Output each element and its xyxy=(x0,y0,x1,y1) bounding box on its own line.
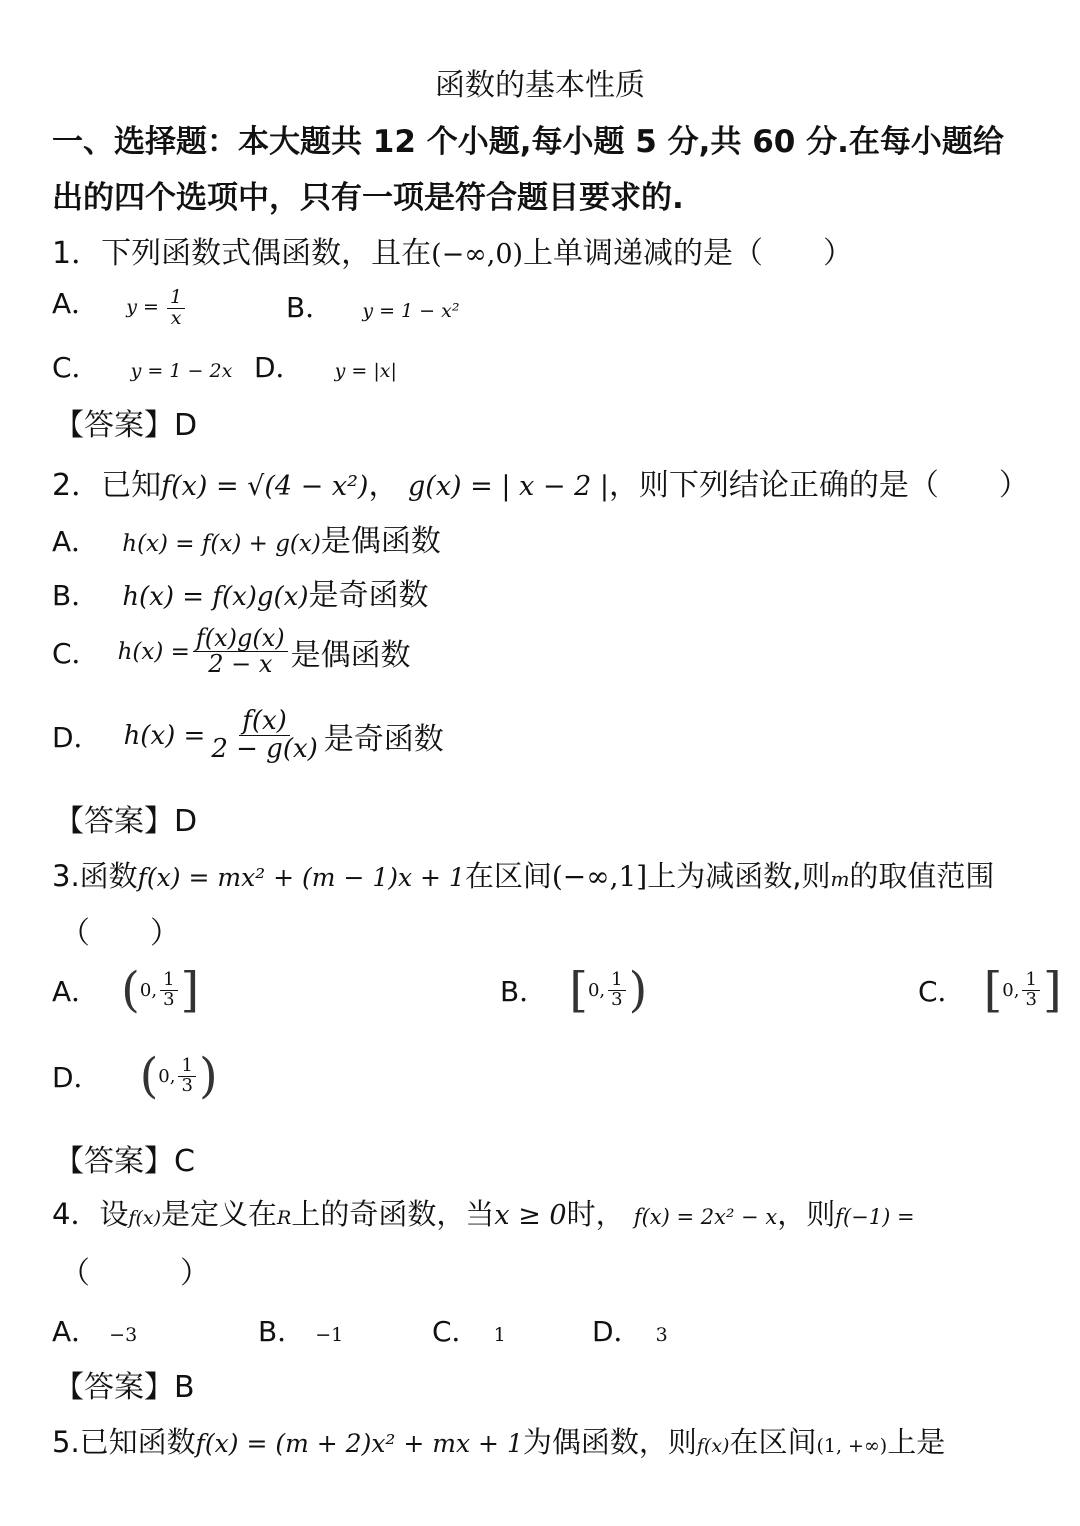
q4-option-c: C． 1 xyxy=(432,1315,506,1348)
q1-option-c: C． y = 1 − 2x xyxy=(52,351,233,384)
q3-answer: 【答案】C xyxy=(54,1144,195,1179)
q2-option-b: B． h(x) = f(x)g(x)是奇函数 xyxy=(52,578,429,613)
q4-answer: 【答案】B xyxy=(54,1370,195,1405)
q1-answer: 【答案】D xyxy=(54,408,198,443)
question-1-stem: 1．下列函数式偶函数，且在(−∞,0)上单调递减的是（ ） xyxy=(52,236,854,271)
page-title: 函数的基本性质 xyxy=(435,68,645,103)
q3-option-d: D． ( 0, $\frac{1}{3}$ ) xyxy=(52,1048,218,1104)
q2-f-definition: f(x) = √(4 − x²) xyxy=(161,471,369,502)
q1-option-d: D． y = |x| xyxy=(254,351,397,384)
question-3-stem: 3.函数f(x) = mx² + (m − 1)x + 1在区间(−∞,1]上为减函数,则m的取值范围 xyxy=(52,859,995,893)
q3-option-a: A． ( 0, $\frac{1}{3}$ ] xyxy=(52,962,200,1018)
q3-blank: （ ） xyxy=(60,916,180,951)
q2-option-d: D． h(x) = $\frac{f(x)}{2 - g(x)}$ 是奇函数 xyxy=(52,706,444,765)
q5-f-definition: f(x) = (m + 2)x² + mx + 1 xyxy=(195,1429,523,1458)
q4-option-b: B． −1 xyxy=(258,1315,344,1348)
q4-option-d: D． 3 xyxy=(592,1315,668,1348)
question-5-stem: 5.已知函数f(x) = (m + 2)x² + mx + 1为偶函数，则f(x)在区间(1, +∞)上是 xyxy=(52,1425,946,1459)
q2-option-c: C． h(x) = $\frac{f(x)g(x)}{2 - x}$ 是偶函数 xyxy=(52,624,411,679)
q1-option-b: B． y = 1 − x² xyxy=(286,291,460,324)
q3-interval: (−∞,1] xyxy=(551,860,648,893)
q4-blank: （ ） xyxy=(60,1256,210,1291)
question-4-stem: 4．设f(x)是定义在R上的奇函数，当x ≥ 0时， f(x) = 2x² − x，则f(−1) = xyxy=(52,1197,915,1231)
q2-g-definition: g(x) = | x − 2 | xyxy=(408,471,609,502)
q1-interval: (−∞,0) xyxy=(431,239,524,270)
q3-option-b: B． [ 0, $\frac{1}{3}$ ) xyxy=(500,962,648,1018)
section-heading-line2: 出的四个选项中，只有一项是符合题目要求的. xyxy=(52,180,684,216)
q3-option-c: C． [ 0, $\frac{1}{3}$ ] xyxy=(918,962,1062,1018)
q3-f-definition: f(x) = mx² + (m − 1)x + 1 xyxy=(137,863,465,892)
section-heading-line1: 一、选择题：本大题共 12 个小题,每小题 5 分,共 60 分.在每小题给 xyxy=(52,124,1004,160)
question-2-stem: 2．已知f(x) = √(4 − x²)， g(x) = | x − 2 |，则下列结论正确的是（ ） xyxy=(52,468,1029,503)
q2-option-a: A． h(x) = f(x) + g(x)是偶函数 xyxy=(52,524,441,559)
q4-option-a: A． −3 xyxy=(52,1315,138,1348)
q4-f-definition: f(x) = 2x² − x xyxy=(633,1205,778,1229)
q1-option-a: A． y = $\frac{1}{x}$ xyxy=(52,282,188,329)
q2-answer: 【答案】D xyxy=(54,804,198,839)
